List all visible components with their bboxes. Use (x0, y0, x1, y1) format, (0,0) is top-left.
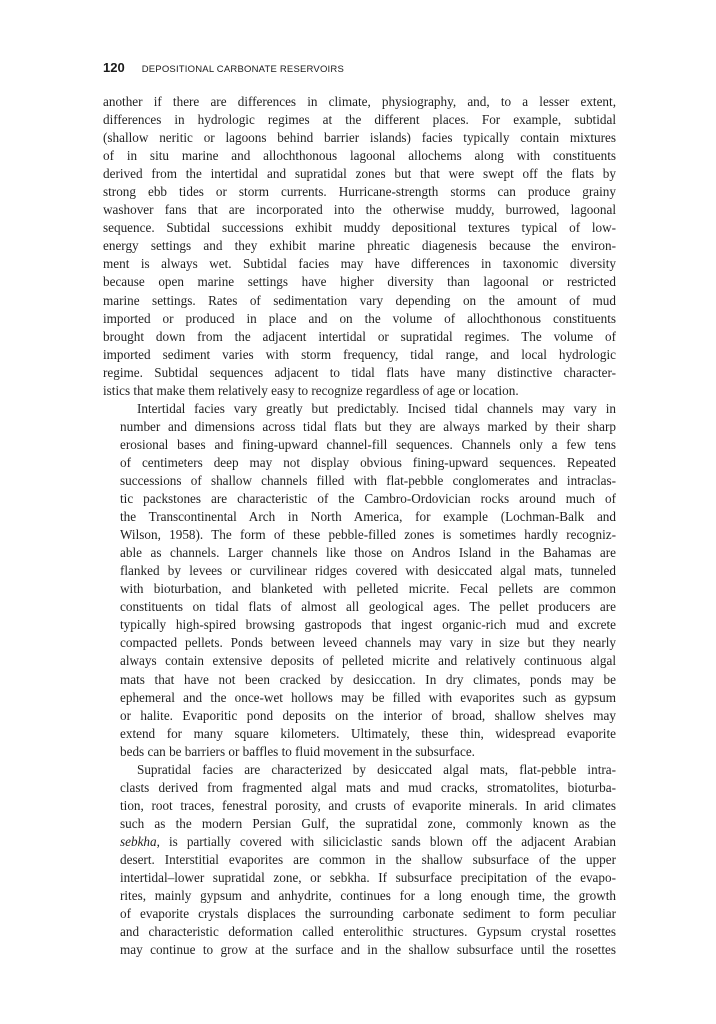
text-line: Supratidal facies are characterized by desiccated algal mats, flat-pebble intra- (137, 761, 616, 777)
text-line: mats that have not been cracked by desiccation. In dry climates, ponds may be (120, 671, 616, 687)
text-line: clasts derived from fragmented algal mats and mud cracks, stromatolites, bioturba- (120, 779, 616, 795)
text-line: typically high-spired browsing gastropods that ingest organic-rich mud and excrete (120, 617, 616, 633)
italic-term: sebkha (120, 833, 157, 849)
text-line: sequence. Subtidal successions exhibit muddy depositional textures typical of low- (103, 220, 616, 236)
text-line: imported sediment varies with storm frequency, tidal range, and local hydrologic (103, 346, 616, 362)
running-title: DEPOSITIONAL CARBONATE RESERVOIRS (141, 64, 344, 75)
text-line: Wilson, 1958). The form of these pebble-filled zones is sometimes hardly recogniz- (120, 527, 616, 543)
text-line: strong ebb tides or storm currents. Hurricane-strength storms can produce grainy (103, 184, 616, 200)
text-line: Intertidal facies vary greatly but predictably. Incised tidal channels may vary in (137, 400, 616, 416)
text-line: compacted pellets. Ponds between leveed channels may vary in size but they nearly (120, 635, 616, 651)
text-line: flanked by levees or curvilinear ridges covered with desiccated algal mats, tunneled (120, 563, 616, 579)
text-line: constituents on tidal flats of almost all geological ages. The pellet producers are (120, 599, 616, 615)
text-line: rites, mainly gypsum and anhydrite, continues for a long enough time, the growth (120, 888, 616, 904)
page-number: 120 (103, 60, 125, 75)
text-line: the Transcontinental Arch in North America, for example (Lochman-Balk and (120, 509, 616, 525)
body-text (103, 93, 616, 959)
running-header (103, 60, 615, 78)
text-line: and characteristic deformation called enterolithic structures. Gypsum crystal rosettes (120, 924, 616, 940)
text-line: of evaporite crystals displaces the surrounding carbonate sediment to form peculiar (120, 906, 616, 922)
text-line: istics that make them relatively easy to recognize regardless of age or location. (103, 382, 519, 398)
text-line: beds can be barriers or baffles to fluid movement in the subsurface. (120, 743, 475, 759)
text-line: or halite. Evaporitic pond deposits on the interior of broad, shallow shelves may (120, 707, 616, 723)
paragraph-subtidal-continued (103, 93, 616, 400)
text-line: successions of shallow channels filled with flat-pebble conglomerates and intraclas- (120, 472, 616, 488)
paragraph-intertidal (103, 400, 616, 761)
text-line: regime. Subtidal sequences adjacent to tidal flats have many distinctive character- (103, 364, 616, 380)
text-line: intertidal–lower supratidal zone, or sebkha. If subsurface precipitation of the evapo- (120, 870, 616, 886)
text-line: desert. Interstitial evaporites are common in the shallow subsurface of the upper (120, 851, 616, 867)
text-line: another if there are differences in climate, physiography, and, to a lesser extent, (103, 94, 616, 109)
text-line: may continue to grow at the surface and in the shallow subsurface until the rosettes (120, 942, 616, 958)
text-line: ephemeral and the once-wet hollows may be filled with evaporites such as gypsum (120, 689, 616, 705)
text-line: differences in hydrologic regimes at the different places. For example, subtidal (103, 112, 616, 128)
paragraph-supratidal (103, 761, 616, 960)
text-line: number and dimensions across tidal flats but they are always marked by their sharp (120, 418, 616, 434)
text-line: washover fans that are incorporated into the otherwise muddy, burrowed, lagoonal (103, 202, 616, 218)
text-line: marine settings. Rates of sedimentation vary depending on the amount of mud (103, 292, 616, 308)
text-line: tion, root traces, fenestral porosity, and crusts of evaporite minerals. In arid climates (120, 797, 616, 813)
text-line: such as the modern Persian Gulf, the supratidal zone, commonly known as the (120, 815, 616, 831)
text-line: derived from the intertidal and supratidal zones but that were swept off the flats by (103, 166, 616, 182)
text-line: energy settings and they exhibit marine phreatic diagenesis because the environ- (103, 238, 616, 254)
text-line: with bioturbation, and blanketed with pelleted micrite. Fecal pellets are common (120, 581, 616, 597)
text-line: erosional bases and fining-upward channel-fill sequences. Channels only a few tens (120, 436, 616, 452)
text-line: sebkha, is partially covered with siliciclastic sands blown off the adjacent Arabian (120, 833, 616, 849)
text-line: because open marine settings have higher diversity than lagoonal or restricted (103, 274, 616, 290)
text-line: extend for many square kilometers. Ultimately, these thin, widespread evaporite (120, 725, 616, 741)
text-line: tic packstones are characteristic of the Cambro-Ordovician rocks around much of (120, 491, 616, 507)
text-line: of in situ marine and allochthonous lagoonal allochems along with constituents (103, 148, 616, 164)
text-line: (shallow neritic or lagoons behind barrier islands) facies typically contain mixtures (103, 130, 616, 146)
text-line: of centimeters deep may not display obvious fining-upward sequences. Repeated (120, 454, 616, 470)
text-line: brought down from the adjacent intertidal or supratidal regimes. The volume of (103, 328, 616, 344)
text-line: able as channels. Larger channels like those on Andros Island in the Bahamas are (120, 545, 616, 561)
text-line: imported or produced in place and on the volume of allochthonous constituents (103, 310, 616, 326)
text-line: always contain extensive deposits of pelleted micrite and relatively continuous algal (120, 653, 616, 669)
text-line: ment is always wet. Subtidal facies may have differences in taxonomic diversity (103, 256, 616, 272)
